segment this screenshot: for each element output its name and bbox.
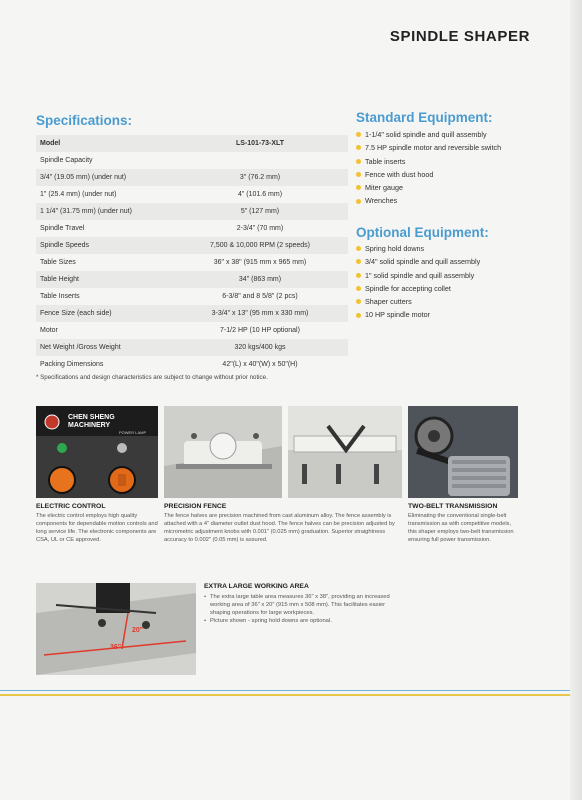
spec-row <box>36 288 348 305</box>
spec-header-label: Model <box>40 140 61 147</box>
specifications-heading: Specifications: <box>36 113 133 128</box>
spec-row <box>36 203 348 220</box>
equipment-item-label: Fence with dust hood <box>365 169 434 179</box>
brand-line-2: MACHINERY <box>68 421 111 429</box>
spec-row <box>36 186 348 203</box>
spec-value: 36" x 38" (915 mm x 965 mm) <box>213 259 307 266</box>
equipment-item <box>356 155 501 168</box>
electric-control-body: The electric control employs high quality components for dependable motion controls and long service life. The electronic components are CSA, UL or CE approved. <box>36 513 158 543</box>
spec-row <box>36 339 348 356</box>
equipment-item <box>356 282 480 295</box>
spec-row <box>36 169 348 186</box>
bullet-icon <box>356 185 361 190</box>
bullet-icon <box>356 313 361 318</box>
brand-logo-icon <box>45 415 59 429</box>
spec-row <box>36 322 348 339</box>
belt-illustration <box>408 406 518 498</box>
two-belt-transmission-photo <box>408 406 518 498</box>
spec-value: 5" (127 mm) <box>240 208 280 215</box>
spec-value: 34" (863 mm) <box>238 276 282 283</box>
standard-equipment-heading: Standard Equipment: <box>356 110 493 125</box>
document-title: SPINDLE SHAPER <box>389 28 530 45</box>
spec-label: Motor <box>40 327 58 334</box>
brand-line-1: CHEN SHENG <box>68 414 115 421</box>
equipment-item-label: Table inserts <box>365 156 406 166</box>
precision-fence-photo-2 <box>288 406 402 498</box>
bottom-rule-yellow <box>0 694 570 696</box>
bullet-icon <box>356 172 361 177</box>
power-lamp-icon <box>117 443 127 453</box>
spec-header-value: LS-101-73-XLT <box>235 140 285 147</box>
precision-fence-title: PRECISION FENCE <box>164 503 227 510</box>
spec-footnote: * Specifications and design characteristics are subject to change without prior notice. <box>36 374 268 381</box>
spec-label: Table Sizes <box>40 259 76 266</box>
bullet-icon <box>356 259 361 264</box>
equipment-item <box>356 141 501 154</box>
spec-value: 7,500 & 10,000 RPM (2 speeds) <box>209 242 310 249</box>
spec-label: Table Inserts <box>40 293 80 300</box>
fence-closeup-illustration <box>288 406 402 498</box>
bullet-icon <box>356 145 361 150</box>
bullet-icon <box>356 299 361 304</box>
spec-header-row <box>36 135 348 152</box>
spec-label: Packing Dimensions <box>40 361 104 368</box>
spec-label: Fence Size (each side) <box>40 310 112 317</box>
spec-row <box>36 356 348 373</box>
specifications-table <box>36 135 348 373</box>
spec-value: 6-3/8" and 8 5/8" (2 pcs) <box>222 293 298 300</box>
fence-illustration <box>164 406 282 498</box>
equipment-item <box>356 269 480 282</box>
equipment-item <box>356 255 480 268</box>
two-belt-title: TWO-BELT TRANSMISSION <box>408 503 498 510</box>
optional-equipment-heading: Optional Equipment: <box>356 225 489 240</box>
spec-row <box>36 152 348 169</box>
bullet-icon <box>356 159 361 164</box>
spec-label: Spindle Speeds <box>40 242 90 249</box>
equipment-item-label: 1-1/4" solid spindle and quill assembly <box>365 130 487 139</box>
bullet-icon <box>356 132 361 137</box>
brand-name <box>68 414 115 429</box>
equipment-item <box>356 308 480 321</box>
working-area-photo <box>36 583 196 675</box>
bullet-icon <box>356 246 361 251</box>
spec-row <box>36 254 348 271</box>
spec-label: Net Weight /Gross Weight <box>40 344 121 351</box>
equipment-item <box>356 194 501 207</box>
equipment-item <box>356 295 480 308</box>
green-lamp-icon <box>57 443 67 453</box>
spec-row <box>36 237 348 254</box>
dimension-label-20: 20" <box>132 627 144 634</box>
spec-value: 2-3/4" (70 mm) <box>236 225 284 232</box>
extra-large-item: • The extra large table area measures 36" x 38", providing an increased working area of 36" x 20" (915 mm x 508 mm). This facilitates easier shaping operations for large workpieces. <box>204 593 404 617</box>
equipment-item <box>356 168 501 181</box>
spec-row <box>36 271 348 288</box>
power-lamp-label: POWER LAMP <box>119 430 147 435</box>
precision-fence-body: The fence halves are precision machined from cast aluminum alloy. The fence assembly is attached with a 4" diameter outlet dust hood. The fence halves can be precision adjusted by micrometric adjustment knobs with 0.001" (0.025 mm) graduation. Superior straightness accuracy to 0.002" (0.05 mm) is assured. <box>164 513 395 543</box>
equipment-item-label: Spring hold downs <box>365 244 425 253</box>
optional-equipment-list <box>356 242 480 322</box>
equipment-item-label: 3/4" solid spindle and quill assembly <box>365 257 481 267</box>
two-belt-body: Eliminating the conventional single-belt transmission as with competitive models, this shaper employs two-belt transmission ensuring full power transmission. <box>408 513 514 543</box>
working-area-illustration <box>36 583 196 675</box>
equipment-item <box>356 181 501 194</box>
spec-label: Spindle Travel <box>40 225 85 232</box>
equipment-item-label: Shaper cutters <box>365 297 412 307</box>
spec-label: 1" (25.4 mm) (under nut) <box>40 191 117 198</box>
spec-value: 3-3/4" x 13" (95 mm x 330 mm) <box>211 310 309 317</box>
spec-value: 7-1/2 HP (10 HP optional) <box>220 327 300 334</box>
spec-value: 3" (76.2 mm) <box>239 174 281 181</box>
start-switch-icon <box>49 467 75 493</box>
spec-label: 1 1/4" (31.75 mm) (under nut) <box>40 208 132 215</box>
extra-large-item: • Picture shown - spring hold downs are optional. <box>204 617 404 625</box>
spec-value: 42"(L) x 40"(W) x 50"(H) <box>222 361 298 368</box>
bullet-icon <box>356 286 361 291</box>
electric-control-title: ELECTRIC CONTROL <box>36 503 106 510</box>
bullet-icon <box>356 199 361 204</box>
equipment-item <box>356 128 501 141</box>
bullet-icon <box>356 273 361 278</box>
spec-row <box>36 220 348 237</box>
equipment-item-label: Spindle for accepting collet <box>365 283 451 293</box>
page-edge-shadow <box>570 0 582 800</box>
extra-large-list <box>204 593 404 625</box>
spec-label: Table Height <box>40 276 79 283</box>
equipment-item-label: Wrenches <box>365 196 398 206</box>
equipment-item <box>356 242 480 255</box>
spec-label: Spindle Capacity <box>40 157 93 164</box>
standard-equipment-list <box>356 128 501 208</box>
extra-large-title: EXTRA LARGE WORKING AREA <box>204 583 309 590</box>
equipment-item-label: Miter gauge <box>365 183 403 193</box>
electric-control-photo <box>36 406 158 498</box>
equipment-item-label: 7.5 HP spindle motor and reversible switch <box>365 143 502 153</box>
precision-fence-photo-1 <box>164 406 282 498</box>
spec-value <box>172 152 348 169</box>
spec-label: 3/4" (19.05 mm) (under nut) <box>40 174 127 181</box>
spec-row <box>36 305 348 322</box>
spec-value: 4" (101.6 mm) <box>237 191 283 198</box>
spec-value: 320 kgs/400 kgs <box>234 344 286 351</box>
equipment-item-label: 1" solid spindle and quill assembly <box>365 270 475 280</box>
bottom-rule-blue <box>0 690 570 691</box>
dimension-label-36: 36" <box>110 644 122 651</box>
equipment-item-label: 10 HP spindle motor <box>365 310 430 320</box>
